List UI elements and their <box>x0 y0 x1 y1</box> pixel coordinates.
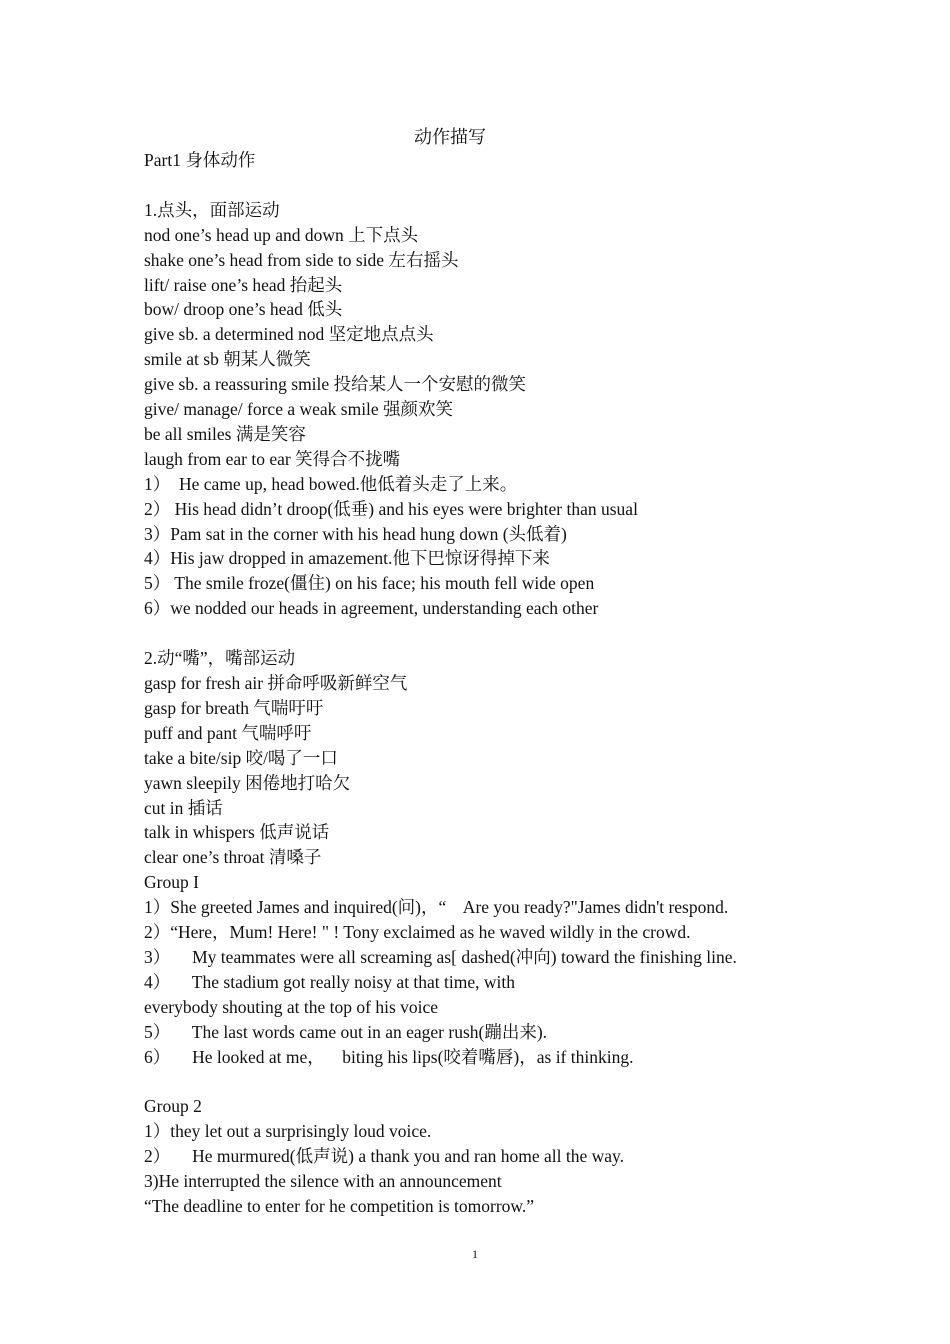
text-line: everybody shouting at the top of his voice <box>144 996 439 1017</box>
text-line: cut in 插话 <box>144 797 223 818</box>
text-line: 4）His jaw dropped in amazement.他下巴惊讶得掉下来 <box>144 548 550 569</box>
text-line: take a bite/sip 咬/喝了一口 <box>144 747 338 768</box>
text-line: smile at sb 朝某人微笑 <box>144 349 311 370</box>
text-line: 3）Pam sat in the corner with his head hung down (头低着) <box>144 523 567 544</box>
text-line: laugh from ear to ear 笑得合不拢嘴 <box>144 448 401 469</box>
text-line: 3） My teammates were all screaming as[ dashed(冲向) toward the finishing line. <box>144 946 737 967</box>
text-line: Group 2 <box>144 1096 202 1117</box>
text-line: puff and pant 气喘呼吁 <box>144 722 312 743</box>
text-line: “The deadline to enter for he competition is tomorrow.” <box>144 1196 535 1217</box>
text-line: 1） He came up, head bowed.他低着头走了上来。 <box>144 473 518 494</box>
document-body <box>144 148 844 1219</box>
text-line: bow/ droop one’s head 低头 <box>144 299 343 320</box>
text-line: 5） The last words came out in an eager rush(蹦出来). <box>144 1021 548 1042</box>
text-line: yawn sleepily 困倦地打哈欠 <box>144 772 351 793</box>
text-line: 1.点头，面部运动 <box>144 199 280 220</box>
blank-line <box>144 621 844 646</box>
text-line: 2） He murmured(低声说) a thank you and ran home all the way. <box>144 1146 624 1167</box>
text-line: 1）they let out a surprisingly loud voice. <box>144 1121 432 1142</box>
text-line: 6） He looked at me， biting his lips(咬着嘴唇)，as if thinking. <box>144 1046 634 1067</box>
text-line: be all smiles 满是笑容 <box>144 423 306 444</box>
text-line: Part1 身体动作 <box>144 150 256 170</box>
text-line: give sb. a determined nod 坚定地点点头 <box>144 324 434 345</box>
page-title: 动作描写 <box>414 127 486 147</box>
text-line: 6）we nodded our heads in agreement, understanding each other <box>144 598 599 619</box>
text-line: lift/ raise one’s head 抬起头 <box>144 274 343 295</box>
blank-line <box>144 173 844 198</box>
text-line: 3)He interrupted the silence with an announcement <box>144 1171 502 1192</box>
text-line: talk in whispers 低声说话 <box>144 822 330 843</box>
text-line: Group I <box>144 872 199 893</box>
text-line: 2）“Here，Mum! Here! " ! Tony exclaimed as he waved wildly in the crowd. <box>144 922 691 943</box>
text-line: give/ manage/ force a weak smile 强颜欢笑 <box>144 399 454 420</box>
text-line: 2） His head didn’t droop(低垂) and his eyes were brighter than usual <box>144 498 638 519</box>
page-number: 1 <box>472 1247 478 1261</box>
text-line: 4） The stadium got really noisy at that time, with <box>144 971 516 992</box>
text-line: gasp for breath 气喘吁吁 <box>144 697 324 718</box>
text-line: nod one’s head up and down 上下点头 <box>144 224 419 245</box>
text-line: 2.动“嘴”，嘴部运动 <box>144 648 296 669</box>
text-line: shake one’s head from side to side 左右摇头 <box>144 249 459 270</box>
text-line: give sb. a reassuring smile 投给某人一个安慰的微笑 <box>144 374 527 395</box>
text-line: 5） The smile froze(僵住) on his face; his mouth fell wide open <box>144 573 595 594</box>
text-line: gasp for fresh air 拼命呼吸新鲜空气 <box>144 673 408 693</box>
text-line: clear one’s throat 清嗓子 <box>144 847 322 868</box>
text-line: 1）She greeted James and inquired(问)，“ Are you ready?"James didn't respond. <box>144 897 729 918</box>
blank-line <box>144 1070 844 1095</box>
